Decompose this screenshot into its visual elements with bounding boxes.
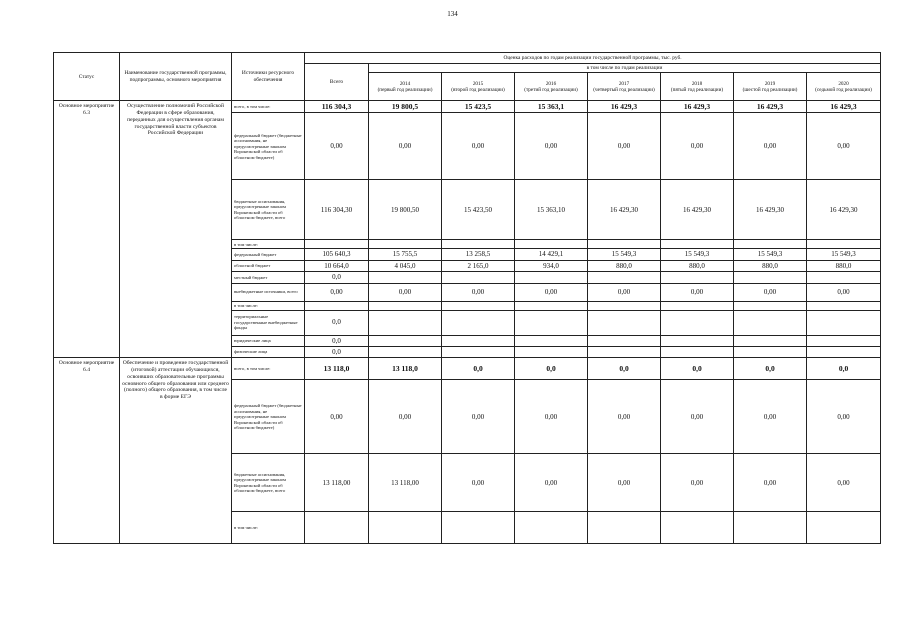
header-year-2019: [734, 73, 807, 101]
year-value-cell: 0,00: [442, 283, 515, 301]
year-value-cell: 0,00: [807, 454, 881, 512]
total-cell: 10 664,0: [305, 260, 369, 271]
header-status: Статус: [54, 53, 120, 101]
year-value-cell: 16 429,30: [734, 180, 807, 240]
year-value-cell: 0,00: [588, 380, 661, 454]
year-value-cell: 15 423,50: [442, 180, 515, 240]
header-year-2015: [442, 73, 515, 101]
source-cell: юридические лица: [232, 335, 305, 346]
source-cell: внебюджетные источники, всего: [232, 283, 305, 301]
year-value-cell: 0,00: [588, 454, 661, 512]
year-value-cell: 0,00: [588, 113, 661, 180]
year-value-cell: [515, 512, 588, 544]
budget-table: [53, 52, 881, 544]
total-cell: 0,0: [305, 347, 369, 358]
year-value-cell: [588, 347, 661, 358]
year-value-cell: [807, 240, 881, 249]
year-value-cell: 13 118,00: [369, 454, 442, 512]
source-cell: федеральный бюджет (бюджетные ассигнования, не предусмотренные законом Воронежской области об областном бюджете): [232, 380, 305, 454]
total-cell: 13 118,00: [305, 454, 369, 512]
year-value-cell: [807, 301, 881, 310]
year-value-cell: [807, 310, 881, 335]
header-year-label: (седьмой год реализации): [815, 86, 872, 93]
year-value-cell: 0,00: [734, 113, 807, 180]
table-row: [54, 101, 881, 113]
year-value-cell: 0,00: [515, 380, 588, 454]
year-value-cell: 880,0: [588, 260, 661, 271]
activity-status: Основное мероприятие 6.4: [54, 358, 120, 544]
year-value-cell: 16 429,30: [807, 180, 881, 240]
year-value-cell: 15 363,10: [515, 180, 588, 240]
activity-status: Основное мероприятие 6.3: [54, 101, 120, 358]
year-value-cell: 0,00: [369, 283, 442, 301]
activity-name: Обеспечение и проведение государственной (итоговой) аттестации обучающихся, освоивших образовательные программы основного общего образования или среднего (полного) общего образования, в том числе в форме ЕГЭ: [120, 358, 232, 544]
header-year-label: (второй год реализации): [451, 86, 505, 93]
year-value-cell: 0,0: [442, 358, 515, 380]
year-value-cell: 16 429,3: [807, 101, 881, 113]
year-value-cell: [734, 310, 807, 335]
header-total: Всего: [305, 64, 369, 101]
header-name: Наименование государственной программы, подпрограммы, основного мероприятия: [120, 53, 232, 101]
year-value-cell: [588, 240, 661, 249]
header-by-year: в том числе по годам реализации: [369, 64, 881, 73]
header-year-number: 2016: [545, 80, 557, 87]
year-value-cell: [588, 335, 661, 346]
header-year-number: 2020: [838, 80, 849, 87]
year-value-cell: [661, 301, 734, 310]
year-value-cell: [442, 347, 515, 358]
year-value-cell: 0,0: [661, 358, 734, 380]
year-value-cell: 0,0: [588, 358, 661, 380]
source-cell: бюджетные ассигнования, предусмотренные законом Воронежской области об областном бюджете, всего: [232, 454, 305, 512]
source-cell: всего, в том числе:: [232, 101, 305, 113]
year-value-cell: [807, 272, 881, 283]
year-value-cell: [661, 347, 734, 358]
year-value-cell: 934,0: [515, 260, 588, 271]
page-number: 134: [447, 10, 458, 18]
year-value-cell: [442, 272, 515, 283]
year-value-cell: 0,00: [661, 380, 734, 454]
year-value-cell: 14 429,1: [515, 249, 588, 260]
year-value-cell: [442, 240, 515, 249]
year-value-cell: 0,0: [515, 358, 588, 380]
year-value-cell: 0,00: [661, 113, 734, 180]
year-value-cell: 0,00: [442, 454, 515, 512]
year-value-cell: [661, 240, 734, 249]
source-cell: областной бюджет: [232, 260, 305, 271]
year-value-cell: [588, 301, 661, 310]
year-value-cell: [734, 240, 807, 249]
header-year-label: (первый год реализации): [377, 86, 433, 93]
year-value-cell: 0,00: [369, 113, 442, 180]
total-cell: 0,0: [305, 272, 369, 283]
year-value-cell: [369, 272, 442, 283]
source-cell: в том числе:: [232, 240, 305, 249]
year-value-cell: 15 549,3: [588, 249, 661, 260]
year-value-cell: 0,00: [442, 113, 515, 180]
total-cell: 0,0: [305, 310, 369, 335]
year-value-cell: [515, 301, 588, 310]
header-year-number: 2015: [472, 80, 484, 87]
header-year-number: 2019: [764, 80, 776, 87]
year-value-cell: 0,00: [807, 113, 881, 180]
year-value-cell: 16 429,3: [588, 101, 661, 113]
year-value-cell: 0,0: [734, 358, 807, 380]
year-value-cell: [807, 512, 881, 544]
header-year-number: 2014: [399, 80, 411, 87]
header-year-2016: [515, 73, 588, 101]
year-value-cell: [734, 347, 807, 358]
year-value-cell: 0,00: [442, 380, 515, 454]
year-value-cell: [661, 310, 734, 335]
year-value-cell: 15 755,5: [369, 249, 442, 260]
header-year-label: (пятый год реализации): [670, 86, 724, 93]
header-year-2014: [369, 73, 442, 101]
year-value-cell: 15 549,3: [661, 249, 734, 260]
year-value-cell: 13 118,0: [369, 358, 442, 380]
year-value-cell: [588, 310, 661, 335]
source-cell: федеральный бюджет (бюджетные ассигнования, не предусмотренные законом Воронежской области об областном бюджете): [232, 113, 305, 180]
header-year-2018: [661, 73, 734, 101]
year-value-cell: 16 429,30: [588, 180, 661, 240]
year-value-cell: 0,00: [661, 283, 734, 301]
year-value-cell: 19 800,5: [369, 101, 442, 113]
year-value-cell: [661, 272, 734, 283]
year-value-cell: [515, 310, 588, 335]
year-value-cell: [661, 335, 734, 346]
header-sources: Источники ресурсного обеспечения: [232, 53, 305, 101]
header-year-label: (третий год реализации): [524, 86, 578, 93]
year-value-cell: [515, 335, 588, 346]
year-value-cell: [588, 512, 661, 544]
header-year-label: (шестой год реализации): [742, 86, 798, 93]
year-value-cell: [369, 240, 442, 249]
source-cell: физические лица: [232, 347, 305, 358]
year-value-cell: [734, 335, 807, 346]
year-value-cell: 16 429,3: [661, 101, 734, 113]
year-value-cell: 13 258,5: [442, 249, 515, 260]
total-cell: [305, 301, 369, 310]
year-value-cell: [369, 301, 442, 310]
total-cell: 13 118,0: [305, 358, 369, 380]
year-value-cell: 0,00: [588, 283, 661, 301]
source-cell: в том числе:: [232, 512, 305, 544]
source-cell: в том числе:: [232, 301, 305, 310]
total-cell: 0,0: [305, 335, 369, 346]
year-value-cell: [734, 272, 807, 283]
header-year-label: (четвертый год реализации): [593, 86, 655, 93]
year-value-cell: 0,00: [515, 454, 588, 512]
year-value-cell: [369, 310, 442, 335]
year-value-cell: [734, 512, 807, 544]
total-cell: 116 304,30: [305, 180, 369, 240]
year-value-cell: 15 423,5: [442, 101, 515, 113]
year-value-cell: 4 045,0: [369, 260, 442, 271]
year-value-cell: 0,0: [807, 358, 881, 380]
header-year-2020: [807, 73, 881, 101]
source-cell: всего, в том числе:: [232, 358, 305, 380]
year-value-cell: 15 549,3: [734, 249, 807, 260]
header-year-number: 2018: [691, 80, 703, 87]
header-year-2017: [588, 73, 661, 101]
year-value-cell: 0,00: [369, 380, 442, 454]
year-value-cell: 0,00: [734, 380, 807, 454]
activity-name: Осуществление полномочий Российской Федерации в сфере образования, переданных для осуществления органам государственной власти субъектов Российской Федерации: [120, 101, 232, 358]
year-value-cell: [442, 335, 515, 346]
year-value-cell: 15 549,3: [807, 249, 881, 260]
year-value-cell: 0,00: [734, 283, 807, 301]
total-cell: 116 304,3: [305, 101, 369, 113]
source-cell: бюджетные ассигнования, предусмотренные законом Воронежской области об областном бюджете, всего: [232, 180, 305, 240]
year-value-cell: [369, 347, 442, 358]
year-value-cell: [442, 512, 515, 544]
source-cell: федеральный бюджет: [232, 249, 305, 260]
year-value-cell: [661, 512, 734, 544]
year-value-cell: 0,00: [515, 113, 588, 180]
table-row: [54, 358, 881, 380]
year-value-cell: 16 429,30: [661, 180, 734, 240]
total-cell: [305, 512, 369, 544]
year-value-cell: [515, 347, 588, 358]
year-value-cell: [515, 272, 588, 283]
year-value-cell: 0,00: [661, 454, 734, 512]
total-cell: 0,00: [305, 283, 369, 301]
year-value-cell: 880,0: [807, 260, 881, 271]
year-value-cell: 880,0: [734, 260, 807, 271]
year-value-cell: [734, 301, 807, 310]
total-cell: 0,00: [305, 113, 369, 180]
year-value-cell: [588, 272, 661, 283]
total-cell: 0,00: [305, 380, 369, 454]
year-value-cell: 0,00: [807, 283, 881, 301]
year-value-cell: [807, 347, 881, 358]
source-cell: местный бюджет: [232, 272, 305, 283]
year-value-cell: 19 800,50: [369, 180, 442, 240]
year-value-cell: [369, 512, 442, 544]
header-estimate: Оценка расходов по годам реализации государственной программы, тыс. руб.: [305, 53, 881, 64]
year-value-cell: 0,00: [515, 283, 588, 301]
year-value-cell: [442, 310, 515, 335]
year-value-cell: 15 363,1: [515, 101, 588, 113]
year-value-cell: [807, 335, 881, 346]
year-value-cell: [442, 301, 515, 310]
year-value-cell: 0,00: [807, 380, 881, 454]
year-value-cell: 16 429,3: [734, 101, 807, 113]
year-value-cell: 0,00: [734, 454, 807, 512]
year-value-cell: [369, 335, 442, 346]
year-value-cell: [515, 240, 588, 249]
year-value-cell: 880,0: [661, 260, 734, 271]
year-value-cell: 2 165,0: [442, 260, 515, 271]
total-cell: 105 640,3: [305, 249, 369, 260]
total-cell: [305, 240, 369, 249]
header-year-number: 2017: [618, 80, 630, 87]
source-cell: территориальные государственные внебюджетные фонды: [232, 310, 305, 335]
